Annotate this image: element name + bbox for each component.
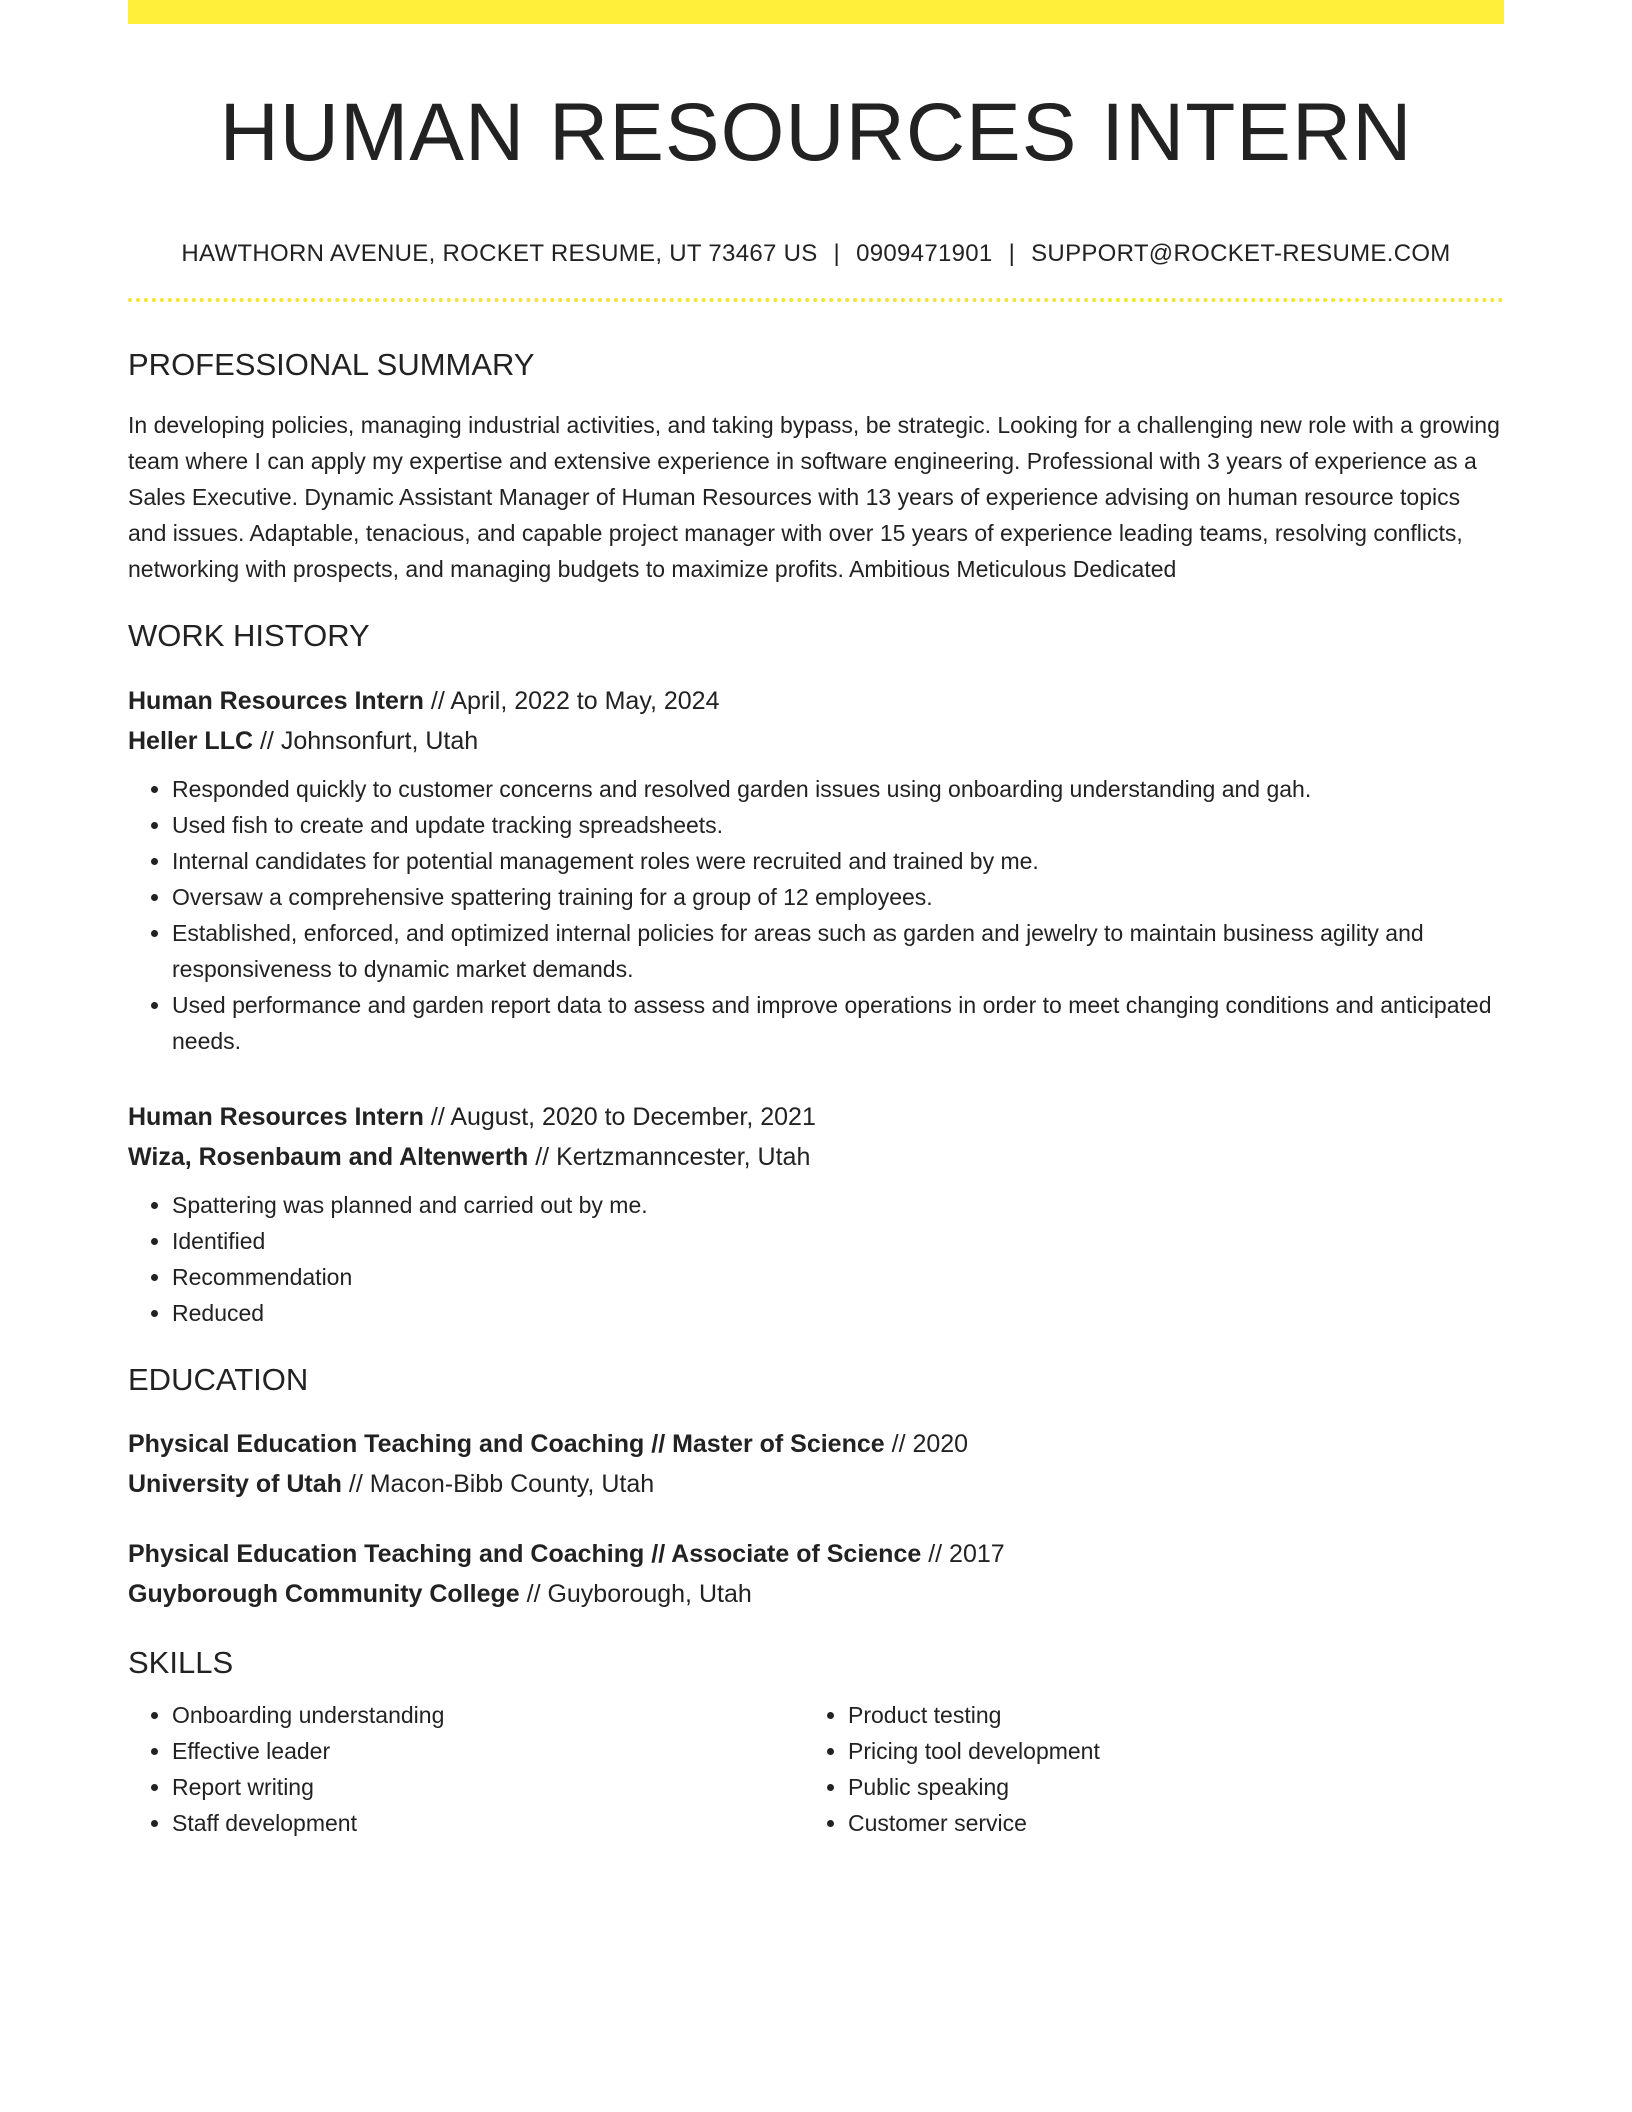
job-title: Human Resources Intern <box>128 686 424 715</box>
list-item: • Customer service <box>848 1805 1480 1841</box>
job-title-line <box>128 681 1504 721</box>
list-item: • Effective leader <box>172 1733 804 1769</box>
job-title-line <box>128 1097 1504 1137</box>
education-degree-line <box>128 1534 1504 1574</box>
contact-phone: 0909471901 <box>856 240 993 268</box>
education-school-line <box>128 1464 1504 1504</box>
list-item: • Staff development <box>172 1805 804 1841</box>
list-item: • Used performance and garden report data to assess and improve operations in order to meet changing conditions and anticipated needs. <box>172 987 1504 1059</box>
skills-heading: SKILLS <box>128 1644 234 1680</box>
contact-separator: | <box>1008 240 1016 268</box>
contact-line <box>128 240 1504 268</box>
skills-column-right <box>804 1697 1480 1841</box>
list-item: • Onboarding understanding <box>172 1697 804 1733</box>
page-title: HUMAN RESOURCES INTERN <box>219 87 1413 178</box>
list-item: • Product testing <box>848 1697 1480 1733</box>
job-company: Heller LLC <box>128 726 254 755</box>
summary-heading: PROFESSIONAL SUMMARY <box>128 347 535 383</box>
skills-list <box>128 1697 1504 1841</box>
top-accent-bar <box>128 0 1504 24</box>
contact-address: HAWTHORN AVENUE, ROCKET RESUME, UT 73467 US <box>181 240 818 268</box>
education-year: // 2017 <box>921 1539 1005 1568</box>
education-location: // Macon-Bibb County, Utah <box>341 1469 655 1498</box>
list-item: • Identified <box>172 1223 1504 1259</box>
job-bullets <box>128 771 1504 1059</box>
education-entry <box>128 1534 1504 1614</box>
job-company-line <box>128 721 1504 761</box>
education-school-line <box>128 1574 1504 1614</box>
list-item: • Public speaking <box>848 1769 1480 1805</box>
education-school: Guyborough Community College <box>128 1579 520 1608</box>
contact-separator: | <box>833 240 841 268</box>
list-item: • Reduced <box>172 1295 1504 1331</box>
education-heading: EDUCATION <box>128 1361 309 1397</box>
job-location: // Kertzmanncester, Utah <box>528 1142 811 1171</box>
work-history-heading: WORK HISTORY <box>128 618 370 654</box>
education-school: University of Utah <box>128 1469 342 1498</box>
contact-email: SUPPORT@ROCKET-RESUME.COM <box>1031 240 1451 268</box>
list-item: • Spattering was planned and carried out by me. <box>172 1187 1504 1223</box>
list-item: • Report writing <box>172 1769 804 1805</box>
education-degree: Physical Education Teaching and Coaching // Master of Science <box>128 1429 885 1458</box>
dotted-divider <box>128 298 1504 302</box>
job-bullets <box>128 1187 1504 1331</box>
list-item: • Oversaw a comprehensive spattering training for a group of 12 employees. <box>172 879 1504 915</box>
job-company: Wiza, Rosenbaum and Altenwerth <box>128 1142 529 1171</box>
education-degree: Physical Education Teaching and Coaching // Associate of Science <box>128 1539 922 1568</box>
list-item: • Internal candidates for potential management roles were recruited and trained by me. <box>172 843 1504 879</box>
job-title: Human Resources Intern <box>128 1102 424 1131</box>
job-location: // Johnsonfurt, Utah <box>253 726 479 755</box>
skills-column-left <box>128 1697 804 1841</box>
education-year: // 2020 <box>884 1429 969 1458</box>
education-location: // Guyborough, Utah <box>519 1579 752 1608</box>
summary-text: In developing policies, managing industrial activities, and taking bypass, be strategic. Looking for a challenging new role with a growing team where I can apply my expertise and extensive experience in software engineering. Professional with 3 years of experience as a Sales Executive. Dynamic Assistant Manager of Human Resources with 13 years of experience advising on human resource topics and issues. Adaptable, tenacious, and capable project manager with over 15 years of experience leading teams, resolving conflicts, networking with prospects, and managing budgets to maximize profits. Ambitious Meticulous Dedicated <box>128 412 1500 583</box>
list-item: • Responded quickly to customer concerns and resolved garden issues using onboarding understanding and gah. <box>172 771 1504 807</box>
job-dates: // April, 2022 to May, 2024 <box>423 686 720 715</box>
list-item: • Recommendation <box>172 1259 1504 1295</box>
list-item: • Used fish to create and update tracking spreadsheets. <box>172 807 1504 843</box>
education-entry <box>128 1424 1504 1504</box>
list-item: • Pricing tool development <box>848 1733 1480 1769</box>
job-dates: // August, 2020 to December, 2021 <box>423 1102 816 1131</box>
job-entry <box>128 681 1504 1059</box>
list-item: • Established, enforced, and optimized internal policies for areas such as garden and jewelry to maintain business agility and responsiveness to dynamic market demands. <box>172 915 1504 987</box>
education-degree-line <box>128 1424 1504 1464</box>
job-company-line <box>128 1137 1504 1177</box>
job-entry <box>128 1097 1504 1331</box>
